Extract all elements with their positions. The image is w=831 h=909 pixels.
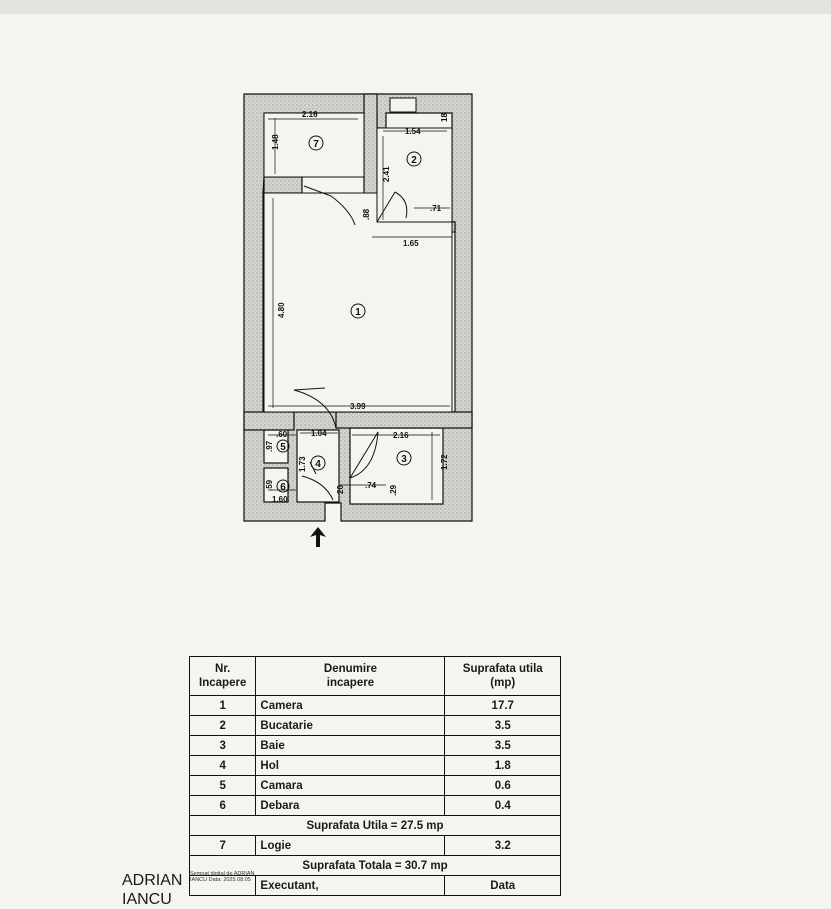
cell-nr: 7 (190, 836, 256, 856)
cell-area: 17.7 (445, 696, 561, 716)
cell-name: Bucatarie (256, 716, 445, 736)
dim-label: 4.80 (277, 302, 286, 318)
header-nr: Nr. Incapere (190, 657, 256, 696)
dim-label: .29 (389, 484, 398, 496)
cell-name: Debara (256, 796, 445, 816)
dim-label: 2.16 (302, 110, 318, 119)
room-number-3: 3 (401, 454, 407, 465)
dim-label: 1.73 (298, 456, 307, 472)
cell-nr: 1 (190, 696, 256, 716)
room-1-area (264, 193, 452, 412)
header-name: Denumire incapere (256, 657, 445, 696)
entrance-arrow-icon (306, 526, 330, 548)
table-row (190, 776, 561, 796)
sum-total: Suprafata Totala = 30.7 mp (190, 856, 561, 876)
signer-name: ADRIAN (122, 872, 183, 889)
dim-label: 20 (336, 485, 345, 494)
dim-label: .97 (265, 440, 274, 452)
cell-area: 1.8 (445, 756, 561, 776)
cell-name: Camara (256, 776, 445, 796)
area-table (189, 656, 561, 896)
footer-executant: Executant, (256, 876, 445, 896)
dim-label: 3.99 (350, 402, 366, 411)
dim-label: 1.60 (272, 495, 288, 504)
cell-area: 3.5 (445, 736, 561, 756)
cell-area: 0.4 (445, 796, 561, 816)
dim-label: .60 (276, 430, 288, 439)
dim-label: 2.16 (393, 431, 409, 440)
room-number-2: 2 (411, 155, 417, 166)
dim-label: .88 (362, 208, 371, 220)
dim-label: 1.72 (440, 454, 449, 470)
room-number-1: 1 (355, 307, 361, 318)
cell-area: 3.2 (445, 836, 561, 856)
header-area: Suprafata utila (mp) (445, 657, 561, 696)
sum-util: Suprafata Utila = 27.5 mp (190, 816, 561, 836)
dim-label: .59 (265, 479, 274, 491)
signer-surname: IANCU (122, 891, 172, 908)
cell-nr: 6 (190, 796, 256, 816)
cell-nr: 5 (190, 776, 256, 796)
dim-label: .74 (365, 481, 377, 490)
dim-label: 18 (440, 113, 449, 122)
cell-nr: 3 (190, 736, 256, 756)
cell-area: 0.6 (445, 776, 561, 796)
cell-name: Baie (256, 736, 445, 756)
dim-label: 1.65 (403, 239, 419, 248)
table-row (190, 696, 561, 716)
dim-label: 2.41 (382, 166, 391, 182)
cell-name: Camera (256, 696, 445, 716)
room-number-6: 6 (280, 482, 286, 493)
table-row (190, 836, 561, 856)
sum-util-row (190, 816, 561, 836)
table-row (190, 716, 561, 736)
table-row (190, 756, 561, 776)
table-row (190, 736, 561, 756)
dim-label: .71 (430, 204, 442, 213)
dim-label: 1.04 (311, 429, 327, 438)
room-number-4: 4 (315, 459, 321, 470)
cell-name: Hol (256, 756, 445, 776)
dim-label: 1.48 (271, 134, 280, 150)
room-number-7: 7 (313, 139, 319, 150)
digital-signature-stamp: Semnat digital de ADRIAN IANCU Data: 2025.08.05 (190, 871, 255, 883)
footer-data: Data (445, 876, 561, 896)
table-row (190, 796, 561, 816)
cell-area: 3.5 (445, 716, 561, 736)
dim-label: 1.54 (405, 127, 421, 136)
room-number-5: 5 (280, 442, 286, 453)
cell-nr: 2 (190, 716, 256, 736)
window-notch (390, 98, 416, 112)
cell-name: Logie (256, 836, 445, 856)
cell-nr: 4 (190, 756, 256, 776)
